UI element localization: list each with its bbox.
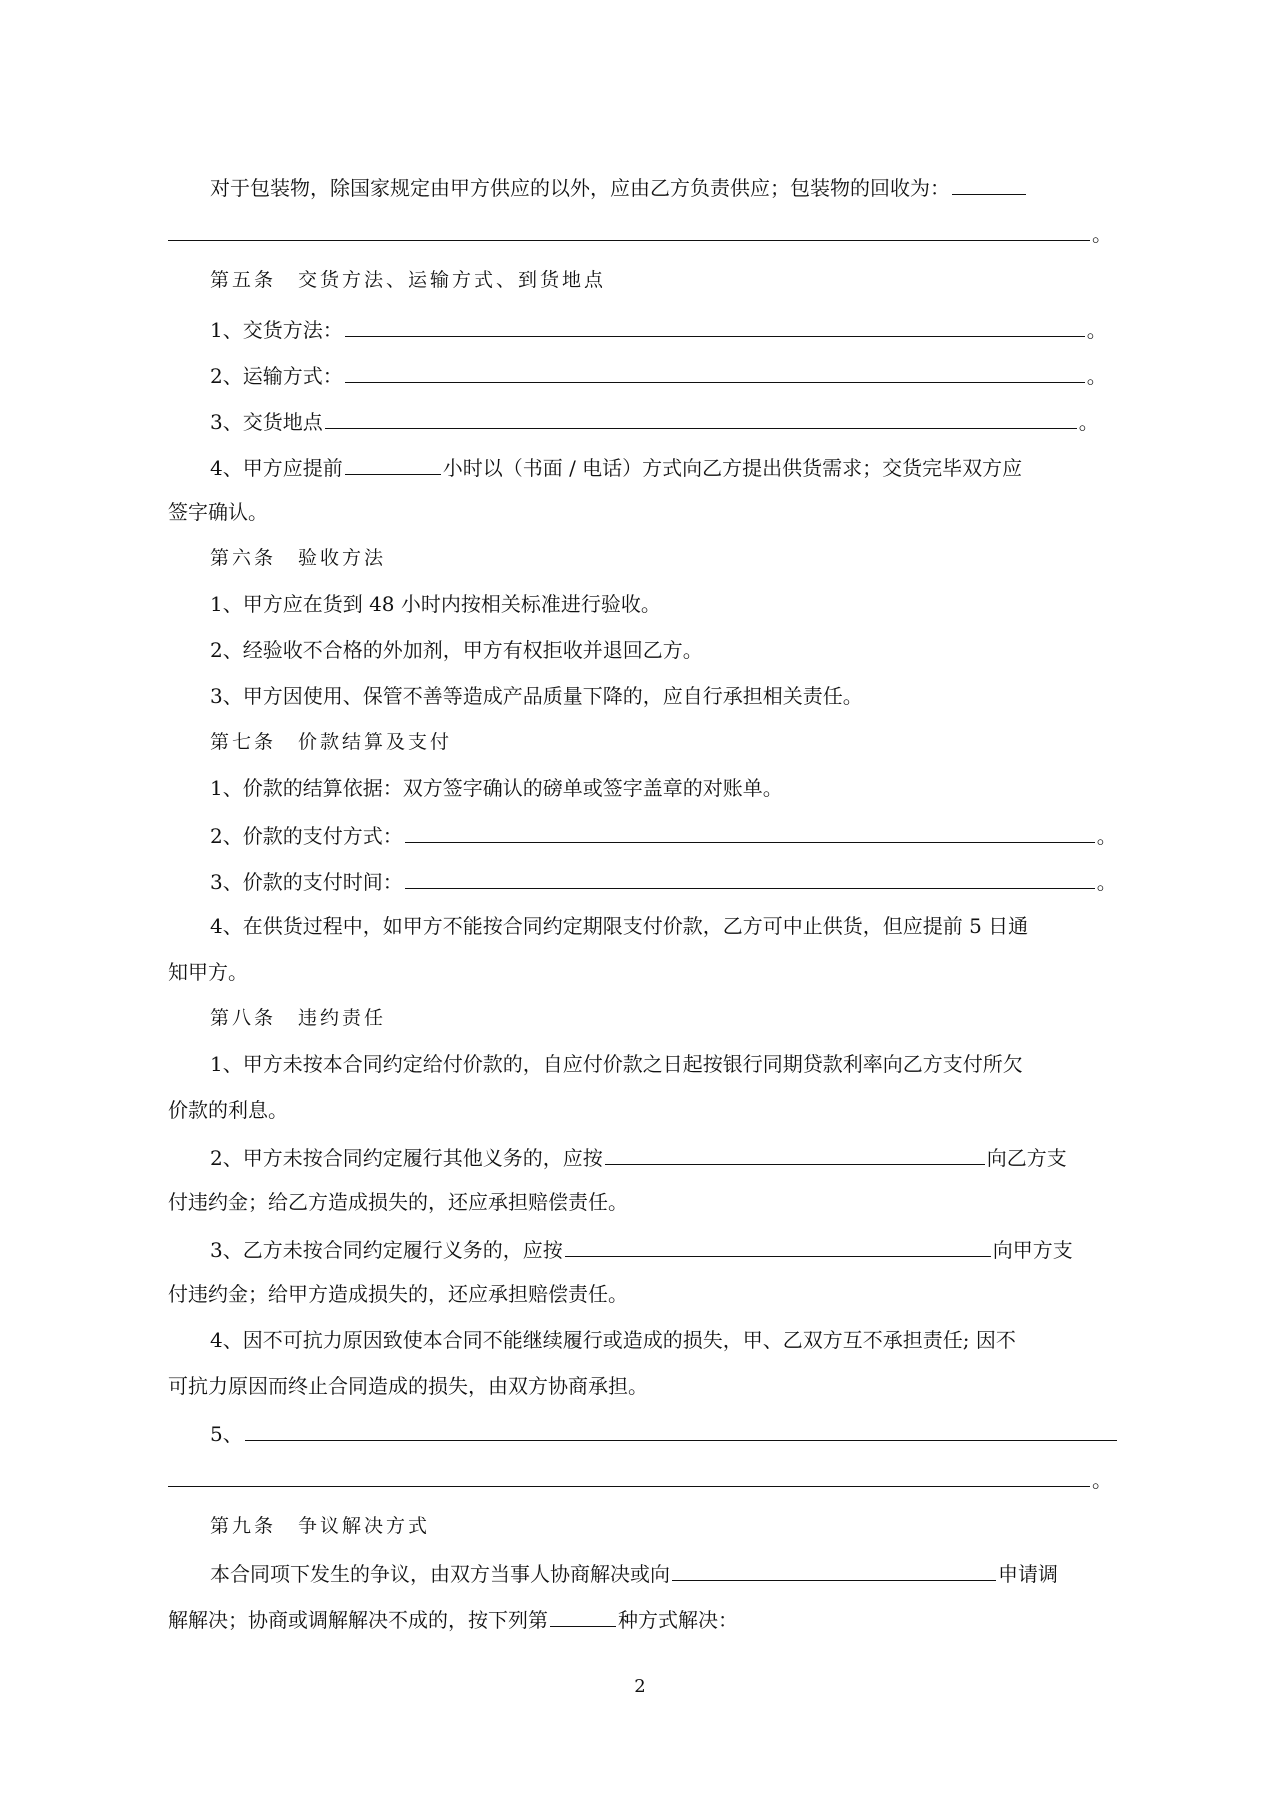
payment-method-row: 2、价款的支付方式： 。 — [210, 820, 1128, 850]
other-liability-blank-2[interactable] — [168, 1464, 1090, 1487]
force-majeure-clause: 4、因不可抗力原因致使本合同不能继续履行或造成的损失，甲、乙双方互不承担责任; 因不 — [210, 1328, 1016, 1352]
liability-item-5-2: 。 — [168, 1464, 1128, 1494]
settlement-basis: 1、价款的结算依据：双方签字确认的磅单或签字盖章的对账单。 — [210, 776, 783, 800]
liability-item-5: 5、 — [210, 1418, 1128, 1448]
packaging-line — [210, 172, 1128, 202]
inspection-item-3: 3、甲方因使用、保管不善等造成产品质量下降的，应自行承担相关责任。 — [210, 684, 863, 708]
other-liability-blank[interactable] — [245, 1418, 1117, 1441]
liability-item-1-2: 价款的利息。 — [168, 1098, 288, 1122]
transport-method-blank[interactable] — [345, 360, 1085, 383]
mediation-body-blank[interactable] — [672, 1558, 996, 1581]
liability-item-2-2: 付违约金；给乙方造成损失的，还应承担赔偿责任。 — [168, 1190, 628, 1214]
transport-method-row: 2、运输方式： 。 — [210, 360, 1128, 390]
packaging-line-2: 。 — [168, 218, 1128, 248]
packaging-text: 对于包装物，除国家规定由甲方供应的以外，应由乙方负责供应；包装物的回收为： — [210, 176, 950, 200]
article7-heading: 第七条 价款结算及支付 — [210, 731, 453, 753]
packaging-return-blank-2[interactable] — [168, 218, 1090, 241]
resolution-option-blank[interactable] — [550, 1604, 616, 1627]
article5-heading: 第五条 交货方法、运输方式、到货地点 — [210, 269, 607, 291]
delivery-place-blank[interactable] — [325, 406, 1077, 429]
party-b-penalty-blank[interactable] — [565, 1234, 991, 1257]
payment-time-row: 3、价款的支付时间： 。 — [210, 866, 1128, 896]
liability-item-2: 2、甲方未按合同约定履行其他义务的，应按 向乙方支 — [210, 1142, 1128, 1172]
page-number: 2 — [634, 1676, 646, 1697]
delivery-place-row: 3、交货地点 。 — [210, 406, 1128, 436]
article6-heading: 第六条 验收方法 — [210, 547, 387, 569]
suspension-clause-2: 知甲方。 — [168, 960, 248, 984]
suspension-clause: 4、在供货过程中，如甲方不能按合同约定期限支付价款，乙方可中止供货，但应提前 5 日通 — [210, 914, 1029, 938]
payment-time-blank[interactable] — [405, 866, 1095, 889]
advance-notice-row: 4、甲方应提前 小时以（书面 / 电话）方式向乙方提出供货需求；交货完毕双方应 — [210, 452, 1128, 482]
dispute-line-2: 解解决；协商或调解解决不成的，按下列第 种方式解决： — [168, 1604, 1128, 1634]
advance-hours-blank[interactable] — [345, 452, 441, 475]
liability-item-3: 3、乙方未按合同约定履行义务的，应按 向甲方支 — [210, 1234, 1128, 1264]
party-a-penalty-blank[interactable] — [605, 1142, 985, 1165]
payment-method-blank[interactable] — [405, 820, 1095, 843]
delivery-method-blank[interactable] — [345, 314, 1085, 337]
liability-item-1: 1、甲方未按本合同约定给付价款的，自应付价款之日起按银行同期贷款利率向乙方支付所欠 — [210, 1052, 1023, 1076]
dispute-line-1: 本合同项下发生的争议，由双方当事人协商解决或向 申请调 — [210, 1558, 1128, 1588]
article8-heading: 第八条 违约责任 — [210, 1007, 387, 1029]
liability-item-3-2: 付违约金；给甲方造成损失的，还应承担赔偿责任。 — [168, 1282, 628, 1306]
packaging-return-blank[interactable] — [952, 172, 1026, 195]
inspection-item-2: 2、经验收不合格的外加剂，甲方有权拒收并退回乙方。 — [210, 638, 703, 662]
delivery-method-row: 1、交货方法： 。 — [210, 314, 1128, 344]
force-majeure-clause-2: 可抗力原因而终止合同造成的损失，由双方协商承担。 — [168, 1374, 648, 1398]
article9-heading: 第九条 争议解决方式 — [210, 1515, 431, 1537]
advance-notice-row-2: 签字确认。 — [168, 500, 268, 524]
inspection-item-1: 1、甲方应在货到 48 小时内按相关标准进行验收。 — [210, 592, 661, 616]
